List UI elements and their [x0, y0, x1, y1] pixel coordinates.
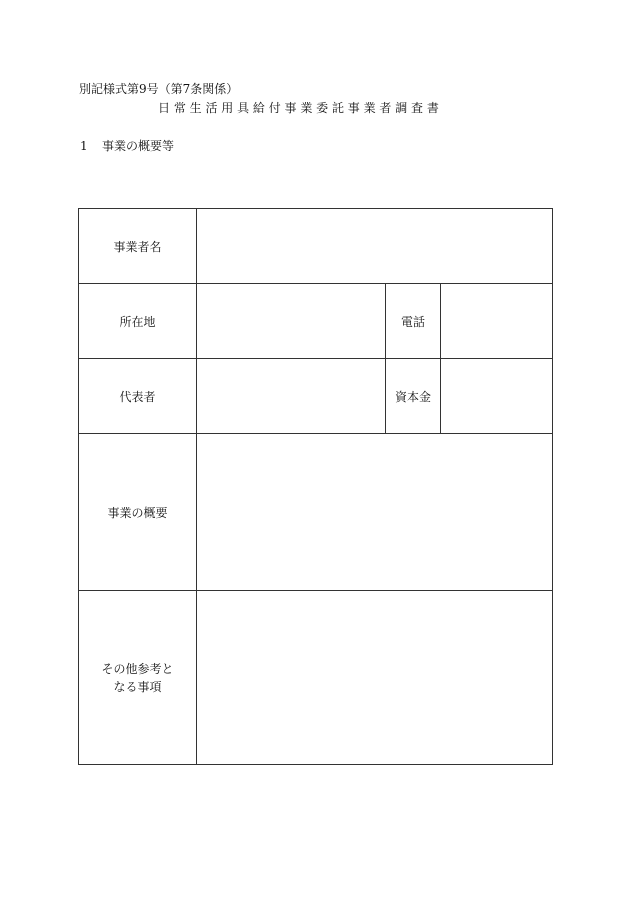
- business-name-field[interactable]: [197, 209, 553, 284]
- phone-field[interactable]: [441, 284, 553, 359]
- section-heading-text: 事業の概要等: [102, 139, 175, 153]
- document-title: 日 常 生 活 用 具 給 付 事 業 委 託 事 業 者 調 査 書: [158, 101, 439, 115]
- overview-field[interactable]: [197, 434, 553, 591]
- table-row-other: [79, 591, 553, 765]
- representative-label: 代表者: [79, 359, 197, 434]
- survey-table: [78, 208, 553, 765]
- phone-label: 電話: [386, 284, 441, 359]
- other-notes-label-line1: その他参考と: [101, 661, 174, 676]
- table-row-business-name: [79, 209, 553, 284]
- overview-label: 事業の概要: [79, 434, 197, 591]
- table-row-location: [79, 284, 553, 359]
- location-label: 所在地: [79, 284, 197, 359]
- other-notes-label-line2: なる事項: [113, 679, 162, 694]
- form-reference: 別記様式第9号（第7条関係）: [79, 82, 239, 96]
- section-heading: [80, 137, 174, 154]
- business-name-label: 事業者名: [79, 209, 197, 284]
- table-row-representative: [79, 359, 553, 434]
- other-notes-label: [79, 591, 197, 765]
- location-field[interactable]: [197, 284, 386, 359]
- capital-label: 資本金: [386, 359, 441, 434]
- representative-field[interactable]: [197, 359, 386, 434]
- capital-field[interactable]: [441, 359, 553, 434]
- other-notes-field[interactable]: [197, 591, 553, 765]
- section-number: 1: [80, 139, 88, 153]
- table-row-overview: [79, 434, 553, 591]
